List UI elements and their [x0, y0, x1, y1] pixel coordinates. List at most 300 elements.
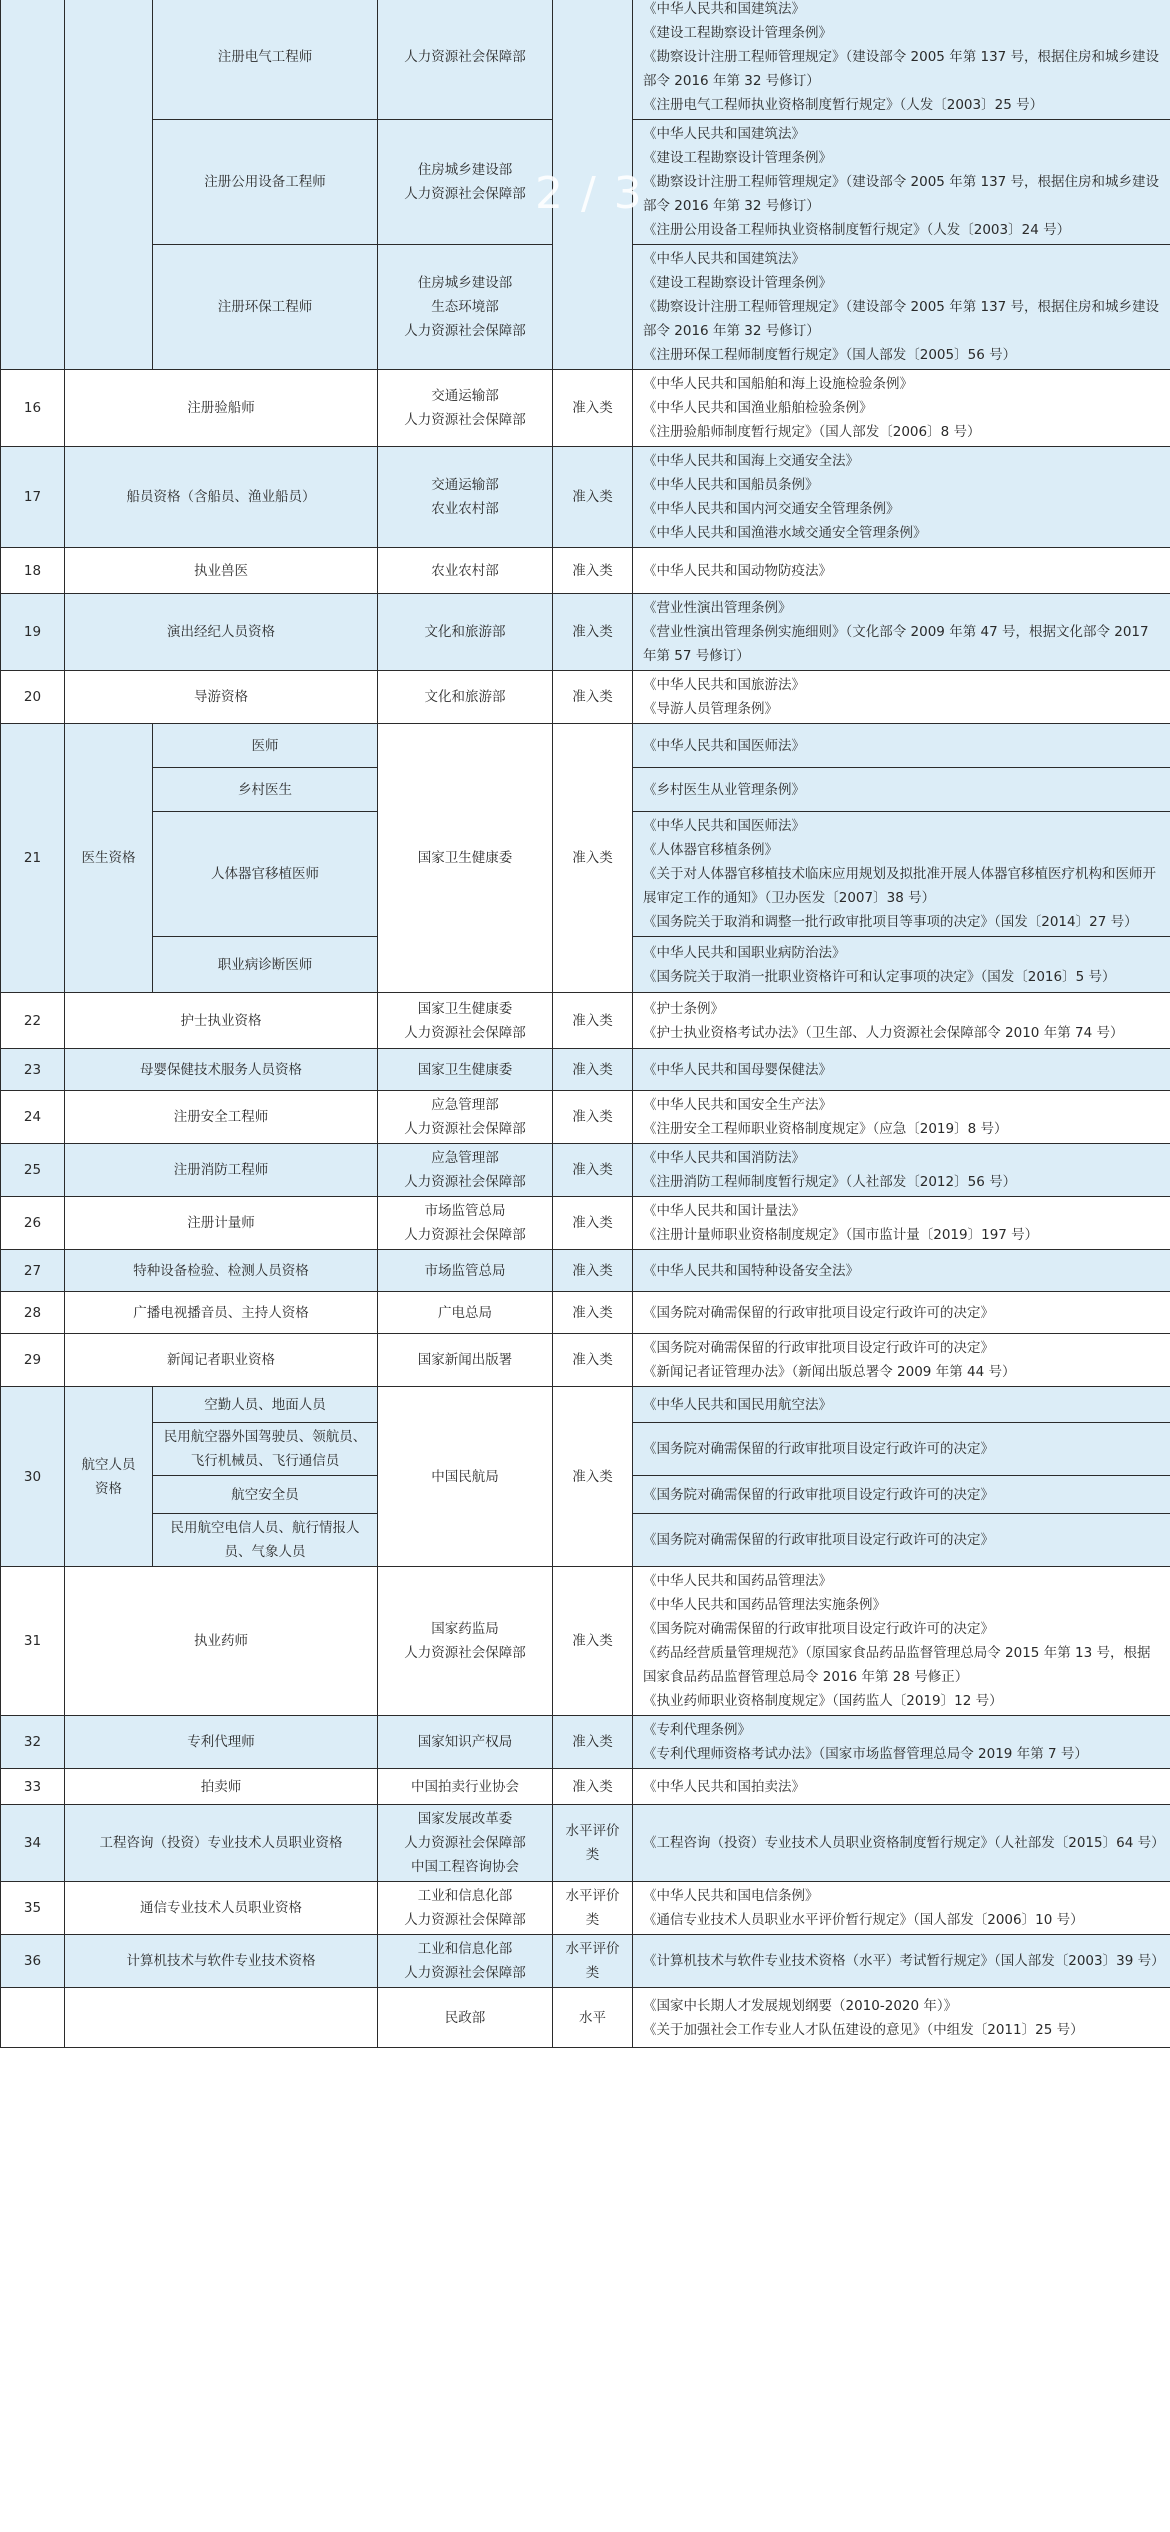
law-line: 《工程咨询（投资）专业技术人员职业资格制度暂行规定》（人社部发〔2015〕64 号） [643, 1835, 1165, 1851]
category-text: 准入类 [572, 689, 613, 705]
qualification-name-text: 注册验船师 [187, 400, 255, 416]
category-text: 准入类 [572, 1162, 613, 1178]
qualification-name-text: 航空安全员 [231, 1486, 299, 1503]
law-line: 《中华人民共和国母婴保健法》 [643, 1061, 832, 1078]
row-number [1, 1882, 65, 1935]
legal-basis [633, 812, 1170, 937]
qualification-name [65, 1292, 378, 1334]
qualification-name-text: 母婴保健技术服务人员资格 [140, 1061, 302, 1078]
department [378, 1567, 553, 1716]
department [378, 1144, 553, 1197]
qualification-name [153, 1423, 378, 1476]
legal-basis [633, 1144, 1170, 1197]
row-number-text: 30 [23, 1468, 42, 1485]
row-number [1, 1049, 65, 1091]
department [378, 1292, 553, 1334]
qualification-name-text: 拍卖师 [200, 1778, 242, 1795]
qualification-name-text: 演出经纪人员资格 [167, 624, 275, 640]
row-number-text: 25 [23, 1162, 42, 1178]
table-row [1, 1567, 1170, 1716]
department-line: 人力资源社会保障部 [404, 186, 526, 202]
department [378, 1334, 553, 1387]
legal-basis [633, 1716, 1170, 1769]
law-line: 《注册电气工程师执业资格制度暂行规定》（人发〔2003〕25 号） [643, 97, 1044, 113]
department-line: 人力资源社会保障部 [404, 1121, 526, 1137]
qualification-name-text: 空勤人员、地面人员 [204, 1396, 326, 1413]
row-number [1, 1144, 65, 1197]
category-text: 准入类 [572, 1012, 613, 1029]
department-line: 农业农村部 [431, 562, 499, 579]
law-line: 《国务院对确需保留的行政审批项目设定行政许可的决定》 [643, 1621, 994, 1637]
qualification-name [65, 1882, 378, 1935]
law-line: 《国务院对确需保留的行政审批项目设定行政许可的决定》 [643, 1441, 994, 1457]
qualification-name-text: 执业药师 [194, 1633, 248, 1649]
category-text: 准入类 [572, 562, 613, 579]
legal-basis [633, 768, 1170, 812]
law-line: 《中华人民共和国建筑法》 [643, 251, 805, 267]
category-text: 准入类 [572, 1778, 613, 1795]
legal-basis [633, 1882, 1170, 1935]
category-text: 准入类 [572, 850, 613, 866]
law-line: 《计算机技术与软件专业技术资格（水平）考试暂行规定》（国人部发〔2003〕39 号） [643, 1953, 1165, 1969]
row-number [1, 548, 65, 594]
row-number [1, 370, 65, 447]
qualification-name-text: 船员资格（含船员、渔业船员） [126, 489, 316, 505]
row-number [1, 1805, 65, 1882]
category-text: 准入类 [572, 1215, 613, 1231]
law-line: 《关于对人体器官移植技术临床应用规划及拟批准开展人体器官移植医疗机构和医师开展审定工作的通知》（卫办医发〔2007〕38 号） [643, 866, 1156, 906]
law-line: 《国务院关于取消一批职业资格许可和认定事项的决定》（国发〔2016〕5 号） [643, 968, 1116, 985]
row-number [1, 724, 65, 993]
table-row [1, 447, 1170, 548]
row-number [1, 1334, 65, 1387]
legal-basis [633, 447, 1170, 548]
legal-basis [633, 370, 1170, 447]
row-number [1, 1988, 65, 2048]
department-line: 人力资源社会保障部 [404, 1645, 526, 1661]
row-number [1, 1292, 65, 1334]
law-line: 《中华人民共和国内河交通安全管理条例》 [643, 501, 900, 517]
law-line: 《关于加强社会工作专业人才队伍建设的意见》（中组发〔2011〕25 号） [643, 2021, 1084, 2038]
law-line: 《中华人民共和国建筑法》 [643, 126, 805, 142]
qualification-name [65, 370, 378, 447]
table-row [1, 1716, 1170, 1769]
law-line: 《中华人民共和国海上交通安全法》 [643, 453, 859, 469]
department-line: 人力资源社会保障部 [404, 1174, 526, 1190]
legal-basis [633, 1935, 1170, 1988]
qualification-name [65, 993, 378, 1049]
law-line: 《乡村医生从业管理条例》 [643, 781, 805, 798]
law-line: 《中华人民共和国医师法》 [643, 737, 805, 754]
qualification-name [65, 1197, 378, 1250]
law-line: 《专利代理条例》 [643, 1722, 751, 1738]
row-number [1, 1935, 65, 1988]
table-row [1, 0, 1170, 120]
qualification-name-text: 护士执业资格 [180, 1012, 262, 1029]
category-text: 准入类 [572, 400, 613, 416]
qualification-name [153, 1476, 378, 1514]
category [553, 671, 633, 724]
category-text: 准入类 [572, 1109, 613, 1125]
department-line: 交通运输部 [431, 388, 499, 404]
law-line: 《中华人民共和国特种设备安全法》 [643, 1262, 859, 1279]
category [553, 993, 633, 1049]
law-line: 《中华人民共和国民用航空法》 [643, 1396, 832, 1413]
department-line: 生态环境部 [431, 299, 499, 315]
qualification-name [65, 548, 378, 594]
row-number [1, 1091, 65, 1144]
table-row [1, 1144, 1170, 1197]
legal-basis [633, 548, 1170, 594]
qualification-name [65, 1935, 378, 1988]
law-line: 《中华人民共和国建筑法》 [643, 1, 805, 17]
category-text: 准入类 [572, 489, 613, 505]
row-number-text: 33 [23, 1778, 42, 1795]
department [378, 1988, 553, 2048]
legal-basis [633, 993, 1170, 1049]
table-row [1, 1334, 1170, 1387]
department [378, 1769, 553, 1805]
qualification-name [65, 1334, 378, 1387]
law-line: 《注册公用设备工程师执业资格制度暂行规定》（人发〔2003〕24 号） [643, 222, 1071, 238]
department-line: 国家卫生健康委 [417, 1061, 513, 1078]
department [378, 0, 553, 120]
legal-basis [633, 1476, 1170, 1514]
row-number [1, 1250, 65, 1292]
row-number-text: 36 [23, 1953, 42, 1969]
department-line: 市场监管总局 [424, 1262, 506, 1279]
department [378, 671, 553, 724]
table-row [1, 1049, 1170, 1091]
law-line: 《中华人民共和国渔港水域交通安全管理条例》 [643, 525, 927, 541]
law-line: 《注册安全工程师职业资格制度规定》（应急〔2019〕8 号） [643, 1121, 1008, 1137]
category [553, 1197, 633, 1250]
category [553, 1334, 633, 1387]
qualification-name-text: 执业兽医 [194, 562, 248, 579]
law-line: 《建设工程勘察设计管理条例》 [643, 275, 832, 291]
law-line: 《中华人民共和国计量法》 [643, 1203, 805, 1219]
department [378, 447, 553, 548]
row-number-text: 19 [23, 624, 42, 640]
row-number-text: 17 [23, 489, 42, 505]
law-line: 《国家中长期人才发展规划纲要（2010-2020 年）》 [643, 1997, 958, 2014]
qualification-name-text: 通信专业技术人员职业资格 [140, 1900, 302, 1916]
qualification-name-text: 医师 [251, 737, 279, 754]
category [553, 594, 633, 671]
department-line: 国家卫生健康委 [417, 1000, 513, 1017]
row-number-text: 22 [23, 1012, 42, 1029]
legal-basis [633, 1197, 1170, 1250]
law-line: 《中华人民共和国安全生产法》 [643, 1097, 832, 1113]
law-line: 《导游人员管理条例》 [643, 701, 778, 717]
category [553, 1292, 633, 1334]
row-number [1, 594, 65, 671]
qualification-name-text: 民用航空器外国驾驶员、领航员、飞行机械员、飞行通信员 [163, 1429, 367, 1469]
department-line: 中国拍卖行业协会 [411, 1778, 519, 1795]
table-row [1, 1988, 1170, 2048]
row-number [1, 447, 65, 548]
department [378, 1197, 553, 1250]
category [553, 1769, 633, 1805]
department-line: 人力资源社会保障部 [404, 1965, 526, 1981]
legal-basis [633, 724, 1170, 768]
department [378, 548, 553, 594]
qualification-name-text: 注册计量师 [187, 1215, 255, 1231]
department [378, 724, 553, 993]
table-row [1, 1769, 1170, 1805]
category-text: 准入类 [572, 1262, 613, 1279]
department-line: 市场监管总局 [424, 1203, 506, 1219]
law-line: 《执业药师职业资格制度规定》（国药监人〔2019〕12 号） [643, 1693, 1003, 1709]
department-line: 国家卫生健康委 [417, 850, 513, 866]
qualification-name-text: 乡村医生 [238, 781, 292, 798]
category [553, 1091, 633, 1144]
category-text: 准入类 [572, 1061, 613, 1078]
legal-basis [633, 1805, 1170, 1882]
department [378, 1049, 553, 1091]
category [553, 1250, 633, 1292]
law-line: 《专利代理师资格考试办法》（国家市场监督管理总局令 2019 年第 7 号） [643, 1746, 1088, 1762]
law-line: 《中华人民共和国电信条例》 [643, 1888, 819, 1904]
law-line: 《中华人民共和国拍卖法》 [643, 1778, 805, 1795]
qualification-name-text: 注册安全工程师 [173, 1109, 269, 1125]
category [553, 1567, 633, 1716]
category [553, 1988, 633, 2048]
legal-basis [633, 1049, 1170, 1091]
legal-basis [633, 1988, 1170, 2048]
legal-basis [633, 594, 1170, 671]
department-line: 国家药监局 [431, 1621, 499, 1637]
qualification-name-text: 工程咨询（投资）专业技术人员职业资格 [99, 1835, 343, 1851]
group-name-text: 医生资格 [81, 850, 136, 866]
category [553, 1935, 633, 1988]
category-text: 准入类 [572, 624, 613, 640]
law-line: 《中华人民共和国消防法》 [643, 1150, 805, 1166]
category-text: 准入类 [572, 1633, 613, 1649]
law-line: 《中华人民共和国药品管理法实施条例》 [643, 1597, 886, 1613]
department-line: 应急管理部 [431, 1150, 499, 1166]
legal-basis [633, 1423, 1170, 1476]
law-line: 《建设工程勘察设计管理条例》 [643, 25, 832, 41]
group-name [65, 0, 153, 370]
row-number-text: 21 [23, 850, 42, 866]
qualification-name [65, 1144, 378, 1197]
department-line: 文化和旅游部 [424, 689, 506, 705]
department-line: 人力资源社会保障部 [404, 1912, 526, 1928]
group-name [65, 724, 153, 993]
department [378, 1935, 553, 1988]
law-line: 《国务院对确需保留的行政审批项目设定行政许可的决定》 [643, 1486, 994, 1503]
category [553, 1387, 633, 1567]
law-line: 《国务院对确需保留的行政审批项目设定行政许可的决定》 [643, 1340, 994, 1356]
law-line: 《中华人民共和国船员条例》 [643, 477, 819, 493]
law-line: 《注册消防工程师制度暂行规定》（人社部发〔2012〕56 号） [643, 1174, 1017, 1190]
category [553, 1882, 633, 1935]
legal-basis [633, 671, 1170, 724]
legal-basis [633, 1292, 1170, 1334]
law-line: 《药品经营质量管理规范》（原国家食品药品监督管理总局令 2015 年第 13 号，根据国家食品药品监督管理总局令 2016 年第 28 号修正） [643, 1645, 1151, 1685]
qualification-name [65, 594, 378, 671]
legal-basis [633, 1769, 1170, 1805]
category [553, 1144, 633, 1197]
category [553, 548, 633, 594]
qualification-name-text: 注册消防工程师 [173, 1162, 269, 1178]
legal-basis [633, 1091, 1170, 1144]
department [378, 594, 553, 671]
law-line: 《勘察设计注册工程师管理规定》（建设部令 2005 年第 137 号，根据住房和城乡建设部令 2016 年第 32 号修订） [643, 174, 1160, 214]
qualification-name [65, 447, 378, 548]
department-line: 住房城乡建设部 [417, 162, 513, 178]
category [553, 370, 633, 447]
law-line: 《注册计量师职业资格制度规定》（国市监计量〔2019〕197 号） [643, 1227, 1039, 1243]
department-line: 人力资源社会保障部 [404, 1227, 526, 1243]
law-line: 《中华人民共和国职业病防治法》 [643, 944, 846, 961]
law-line: 《勘察设计注册工程师管理规定》（建设部令 2005 年第 137 号，根据住房和城乡建设部令 2016 年第 32 号修订） [643, 49, 1160, 89]
law-line: 《国务院关于取消和调整一批行政审批项目等事项的决定》（国发〔2014〕27 号） [643, 914, 1138, 930]
qualification-name-text: 导游资格 [194, 689, 248, 705]
department-line: 人力资源社会保障部 [404, 323, 526, 339]
department-line: 应急管理部 [431, 1097, 499, 1113]
qualification-name [65, 671, 378, 724]
qualification-name [153, 120, 378, 245]
table-row [1, 1197, 1170, 1250]
qualification-name-text: 注册公用设备工程师 [204, 174, 326, 190]
legal-basis [633, 245, 1170, 370]
row-number-text: 24 [23, 1109, 42, 1125]
category [553, 1805, 633, 1882]
row-number-text: 32 [23, 1734, 42, 1750]
qualification-name-text: 民用航空电信人员、航行情报人员、气象人员 [170, 1520, 360, 1560]
category-text: 准入类 [572, 1304, 613, 1321]
qualification-name [65, 1091, 378, 1144]
table-row [1, 1935, 1170, 1988]
row-number [1, 671, 65, 724]
law-line: 《护士执业资格考试办法》（卫生部、人力资源社会保障部令 2010 年第 74 号） [643, 1024, 1124, 1041]
department-line: 住房城乡建设部 [417, 275, 513, 291]
qualification-name [65, 1049, 378, 1091]
qualification-name-text: 注册环保工程师 [217, 299, 313, 315]
qualification-name [65, 1769, 378, 1805]
category-text: 水平评价类 [565, 1823, 620, 1863]
legal-basis [633, 1250, 1170, 1292]
department-line: 国家新闻出版署 [417, 1352, 513, 1368]
row-number [1, 0, 65, 370]
qualification-name-text: 职业病诊断医师 [217, 956, 313, 973]
page-indicator: 2 / 3 [535, 168, 644, 219]
qualification-name-text: 注册电气工程师 [217, 49, 313, 65]
qualification-name [65, 1716, 378, 1769]
row-number-text: 28 [23, 1304, 42, 1321]
department-line: 人力资源社会保障部 [404, 1024, 526, 1041]
row-number [1, 1716, 65, 1769]
row-number [1, 993, 65, 1049]
row-number-text: 34 [23, 1835, 42, 1851]
category-text: 准入类 [572, 1352, 613, 1368]
row-number-text: 27 [23, 1262, 42, 1279]
row-number-text: 26 [23, 1215, 42, 1231]
qualification-name [153, 1514, 378, 1567]
table-row [1, 1292, 1170, 1334]
group-name-text: 航空人员资格 [81, 1456, 136, 1497]
row-number [1, 1567, 65, 1716]
law-line: 《国务院对确需保留的行政审批项目设定行政许可的决定》 [643, 1532, 994, 1548]
law-line: 《营业性演出管理条例实施细则》（文化部令 2009 年第 47 号，根据文化部令 2017 年第 57 号修订） [643, 624, 1149, 664]
qualification-name [65, 1805, 378, 1882]
department-line: 民政部 [444, 2009, 486, 2026]
department-line: 人力资源社会保障部 [404, 1835, 526, 1851]
category [553, 1716, 633, 1769]
department [378, 1882, 553, 1935]
qualification-name [65, 1250, 378, 1292]
law-line: 《中华人民共和国旅游法》 [643, 677, 805, 693]
category [553, 1049, 633, 1091]
department-line: 中国工程咨询协会 [411, 1859, 519, 1875]
law-line: 《中华人民共和国动物防疫法》 [643, 562, 832, 579]
department [378, 245, 553, 370]
row-number-text: 20 [23, 689, 42, 705]
legal-basis [633, 1387, 1170, 1423]
department-line: 工业和信息化部 [417, 1888, 513, 1904]
qualification-name-text: 专利代理师 [187, 1734, 255, 1750]
legal-basis [633, 0, 1170, 120]
qualification-name [153, 768, 378, 812]
department-line: 人力资源社会保障部 [404, 412, 526, 428]
law-line: 《中华人民共和国医师法》 [643, 818, 805, 834]
category-text: 准入类 [572, 1734, 613, 1750]
law-line: 《新闻记者证管理办法》（新闻出版总署令 2009 年第 44 号） [643, 1364, 1016, 1380]
department-line: 人力资源社会保障部 [404, 49, 526, 65]
qualification-name [153, 812, 378, 937]
row-number [1, 1197, 65, 1250]
department [378, 120, 553, 245]
legal-basis [633, 1514, 1170, 1567]
law-line: 《中华人民共和国渔业船舶检验条例》 [643, 400, 873, 416]
table-row [1, 370, 1170, 447]
category-text: 准入类 [572, 1468, 613, 1485]
category-text: 水平评价类 [565, 1888, 620, 1928]
row-number-text: 18 [23, 562, 42, 579]
table-row [1, 1250, 1170, 1292]
qualification-name [153, 724, 378, 768]
department [378, 1250, 553, 1292]
table-row [1, 1882, 1170, 1935]
row-number-text: 23 [23, 1061, 42, 1078]
law-line: 《人体器官移植条例》 [643, 842, 778, 858]
category-text: 水平 [579, 2009, 606, 2026]
law-line: 《营业性演出管理条例》 [643, 600, 792, 616]
law-line: 《国务院对确需保留的行政审批项目设定行政许可的决定》 [643, 1304, 994, 1321]
department-line: 国家发展改革委 [417, 1811, 513, 1827]
department [378, 993, 553, 1049]
qualification-name-text: 广播电视播音员、主持人资格 [133, 1304, 309, 1321]
group-name [65, 1387, 153, 1567]
legal-basis [633, 937, 1170, 993]
qualification-name-text: 人体器官移植医师 [211, 866, 319, 882]
department-line: 工业和信息化部 [417, 1941, 513, 1957]
qualification-name-text: 特种设备检验、检测人员资格 [133, 1262, 309, 1279]
table-row [1, 1805, 1170, 1882]
law-line: 《通信专业技术人员职业水平评价暂行规定》（国人部发〔2006〕10 号） [643, 1912, 1084, 1928]
department [378, 1387, 553, 1567]
row-number [1, 1769, 65, 1805]
law-line: 《中华人民共和国药品管理法》 [643, 1573, 832, 1589]
table-row [1, 1091, 1170, 1144]
table-row [1, 594, 1170, 671]
table-row [1, 1387, 1170, 1423]
department-line: 广电总局 [438, 1304, 492, 1321]
department-line: 农业农村部 [431, 501, 499, 517]
qualification-name [153, 1387, 378, 1423]
